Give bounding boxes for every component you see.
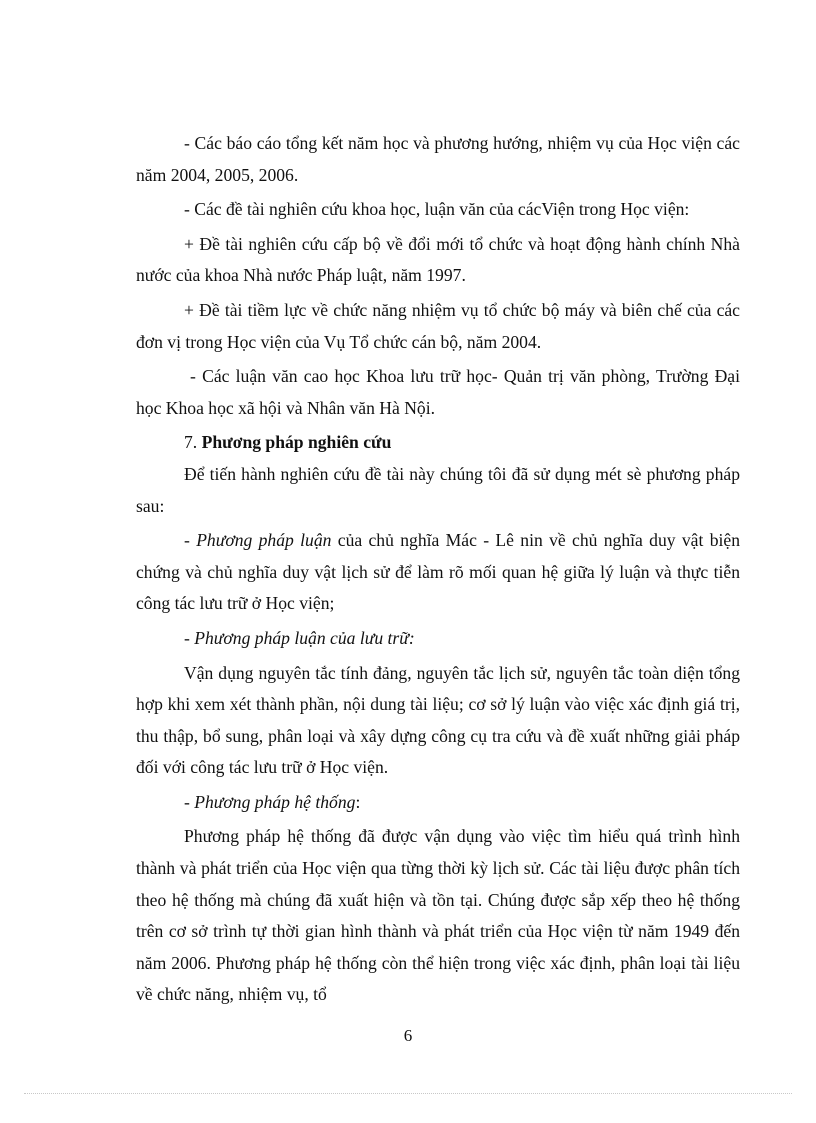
method-system-body: Phương pháp hệ thống đã được vận dụng vào việc tìm hiểu quá trình hình thành và phát triển của Học viện qua từng thời kỳ lịch sử. Các tài liệu được phân tích theo hệ thống mà chúng đã xuất hiện và tồn tại. Chúng được sắp xếp theo hệ thống trên cơ sở trình tự thời gian hình thành và phát triển của Học viện từ năm 1949 đến năm 2006. Phương pháp hệ thống còn thể hiện trong việc xác định, phân loại tài liệu về chức năng, nhiệm vụ, tổ xyxy=(136,826,740,1005)
section-heading xyxy=(136,427,740,459)
section-intro: Để tiến hành nghiên cứu đề tài này chúng tôi đã sử dụng mét sè phương pháp sau: xyxy=(136,463,740,516)
method-archival-heading xyxy=(136,623,740,655)
method-bullet: - xyxy=(184,530,197,551)
section-title: Phương pháp nghiên cứu xyxy=(201,432,392,453)
method-archival-name: Phương pháp luận của lưu trữ: xyxy=(194,627,415,648)
method-dialectical xyxy=(136,525,740,620)
method-system-colon: : xyxy=(355,791,361,812)
paragraph-theses: - Các luận văn cao học Khoa lưu trữ học- Quản trị văn phòng, Trường Đại học Khoa học xã hội và Nhân văn Hà Nội. xyxy=(136,366,740,418)
document-body xyxy=(136,128,740,1011)
page-bottom-rule xyxy=(24,1093,792,1094)
method-bullet: - xyxy=(184,627,195,648)
method-system-heading xyxy=(136,787,740,819)
method-archival-body: Vận dụng nguyên tắc tính đảng, nguyên tắc lịch sử, nguyên tắc toàn diện tổng hợp khi xem xét thành phần, nội dung tài liệu; cơ sở lý luận vào việc xác định giá trị, thu thập, bổ sung, phân loại và xây dựng công cụ tra cứu và đề xuất những giải pháp đối với công tác lưu trữ ở Học viện. xyxy=(136,662,740,778)
method-bullet: - xyxy=(184,791,195,812)
paragraph-research-topics: - Các đề tài nghiên cứu khoa học, luận văn của cácViện trong Học viện: xyxy=(184,199,690,220)
paragraph-topic-2004: + Đề tài tiềm lực về chức năng nhiệm vụ tổ chức bộ máy và biên chế của các đơn vị trong Học viện của Vụ Tổ chức cán bộ, năm 2004. xyxy=(136,299,740,352)
paragraph-topic-1997: + Đề tài nghiên cứu cấp bộ về đổi mới tổ chức và hoạt động hành chính Nhà nước của khoa Nhà nước Pháp luật, năm 1997. xyxy=(136,233,740,286)
method-dialectical-name: Phương pháp luận xyxy=(196,530,332,551)
section-number: 7. xyxy=(184,432,198,453)
method-dialectical-text: của chủ nghĩa Mác - Lê nin về chủ nghĩa duy vật biện chứng và chủ nghĩa duy vật lịch sử để làm rõ mối quan hệ giữa lý luận và thực tiễn công tác lưu trữ ở Học viện; xyxy=(136,530,740,614)
page-number: 6 xyxy=(403,1026,413,1045)
paragraph-reports: - Các báo cáo tổng kết năm học và phương hướng, nhiệm vụ của Học viện các năm 2004, 2005, 2006. xyxy=(136,133,740,185)
method-system-name: Phương pháp hệ thống xyxy=(194,791,356,812)
